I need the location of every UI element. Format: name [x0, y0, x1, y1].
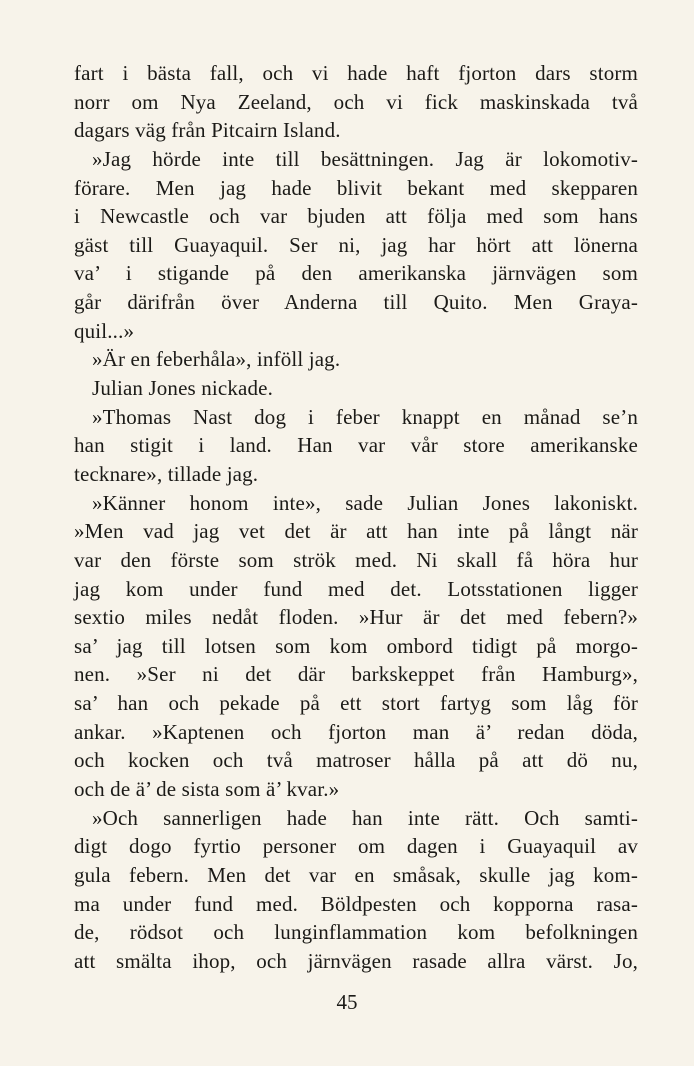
text-line: »Och sannerligen hade han inte rätt. Och samti- [92, 805, 638, 830]
text-line: och de ä’ de sista som ä’ kvar.» [74, 777, 340, 802]
text-line: han stigit i land. Han var vår store amerikanske [74, 433, 638, 458]
body-text [74, 59, 638, 976]
text-line: gula febern. Men det var en småsak, skulle jag kom- [74, 862, 638, 887]
text-line: jag kom under fund med det. Lotsstationen ligger [74, 576, 638, 601]
text-line: gäst till Guayaquil. Ser ni, jag har hört att lönerna [74, 232, 638, 257]
text-line: norr om Nya Zeeland, och vi fick maskinskada två [74, 89, 638, 114]
text-line: dagars väg från Pitcairn Island. [74, 118, 341, 143]
text-line: och kocken och två matroser hålla på att dö nu, [74, 748, 638, 773]
text-line: »Jag hörde inte till besättningen. Jag är lokomotiv- [92, 146, 638, 171]
text-line: går därifrån över Anderna till Quito. Men Graya- [74, 290, 638, 315]
text-line: quil...» [74, 318, 135, 343]
text-line: sextio miles nedåt floden. »Hur är det med febern?» [74, 605, 638, 630]
text-line: förare. Men jag hade blivit bekant med skepparen [74, 175, 638, 200]
text-line: de, rödsot och lunginflammation kom befolkningen [74, 920, 638, 945]
text-line: att smälta ihop, och järnvägen rasade allra värst. Jo, [74, 948, 638, 973]
text-line: fart i bästa fall, och vi hade haft fjorton dars storm [74, 61, 638, 85]
text-line: tecknare», tillade jag. [74, 461, 259, 486]
text-line: var den förste som strök med. Ni skall få höra hur [74, 547, 638, 572]
text-line: »Men vad jag vet det är att han inte på långt när [74, 519, 638, 544]
text-line: va’ i stigande på den amerikanska järnvägen som [74, 261, 638, 286]
text-line: digt dogo fyrtio personer om dagen i Guayaquil av [74, 834, 638, 859]
text-line: »Känner honom inte», sade Julian Jones lakoniskt. [92, 490, 638, 515]
text-line: »Är en feberhåla», inföll jag. [92, 347, 341, 372]
text-line: ma under fund med. Böldpesten och kopporna rasa- [74, 891, 638, 916]
text-line: i Newcastle och var bjuden att följa med som hans [74, 204, 638, 229]
text-line: Julian Jones nickade. [92, 376, 274, 401]
text-line: nen. »Ser ni det där barkskeppet från Hamburg», [74, 662, 638, 687]
text-line: ankar. »Kaptenen och fjorton man ä’ redan döda, [74, 719, 638, 744]
text-line: sa’ han och pekade på ett stort fartyg som låg för [74, 691, 638, 716]
text-line: sa’ jag till lotsen som kom ombord tidigt på morgo- [74, 633, 638, 658]
text-line: »Thomas Nast dog i feber knappt en månad se’n [92, 404, 638, 429]
page-number: 45 [336, 990, 358, 1014]
